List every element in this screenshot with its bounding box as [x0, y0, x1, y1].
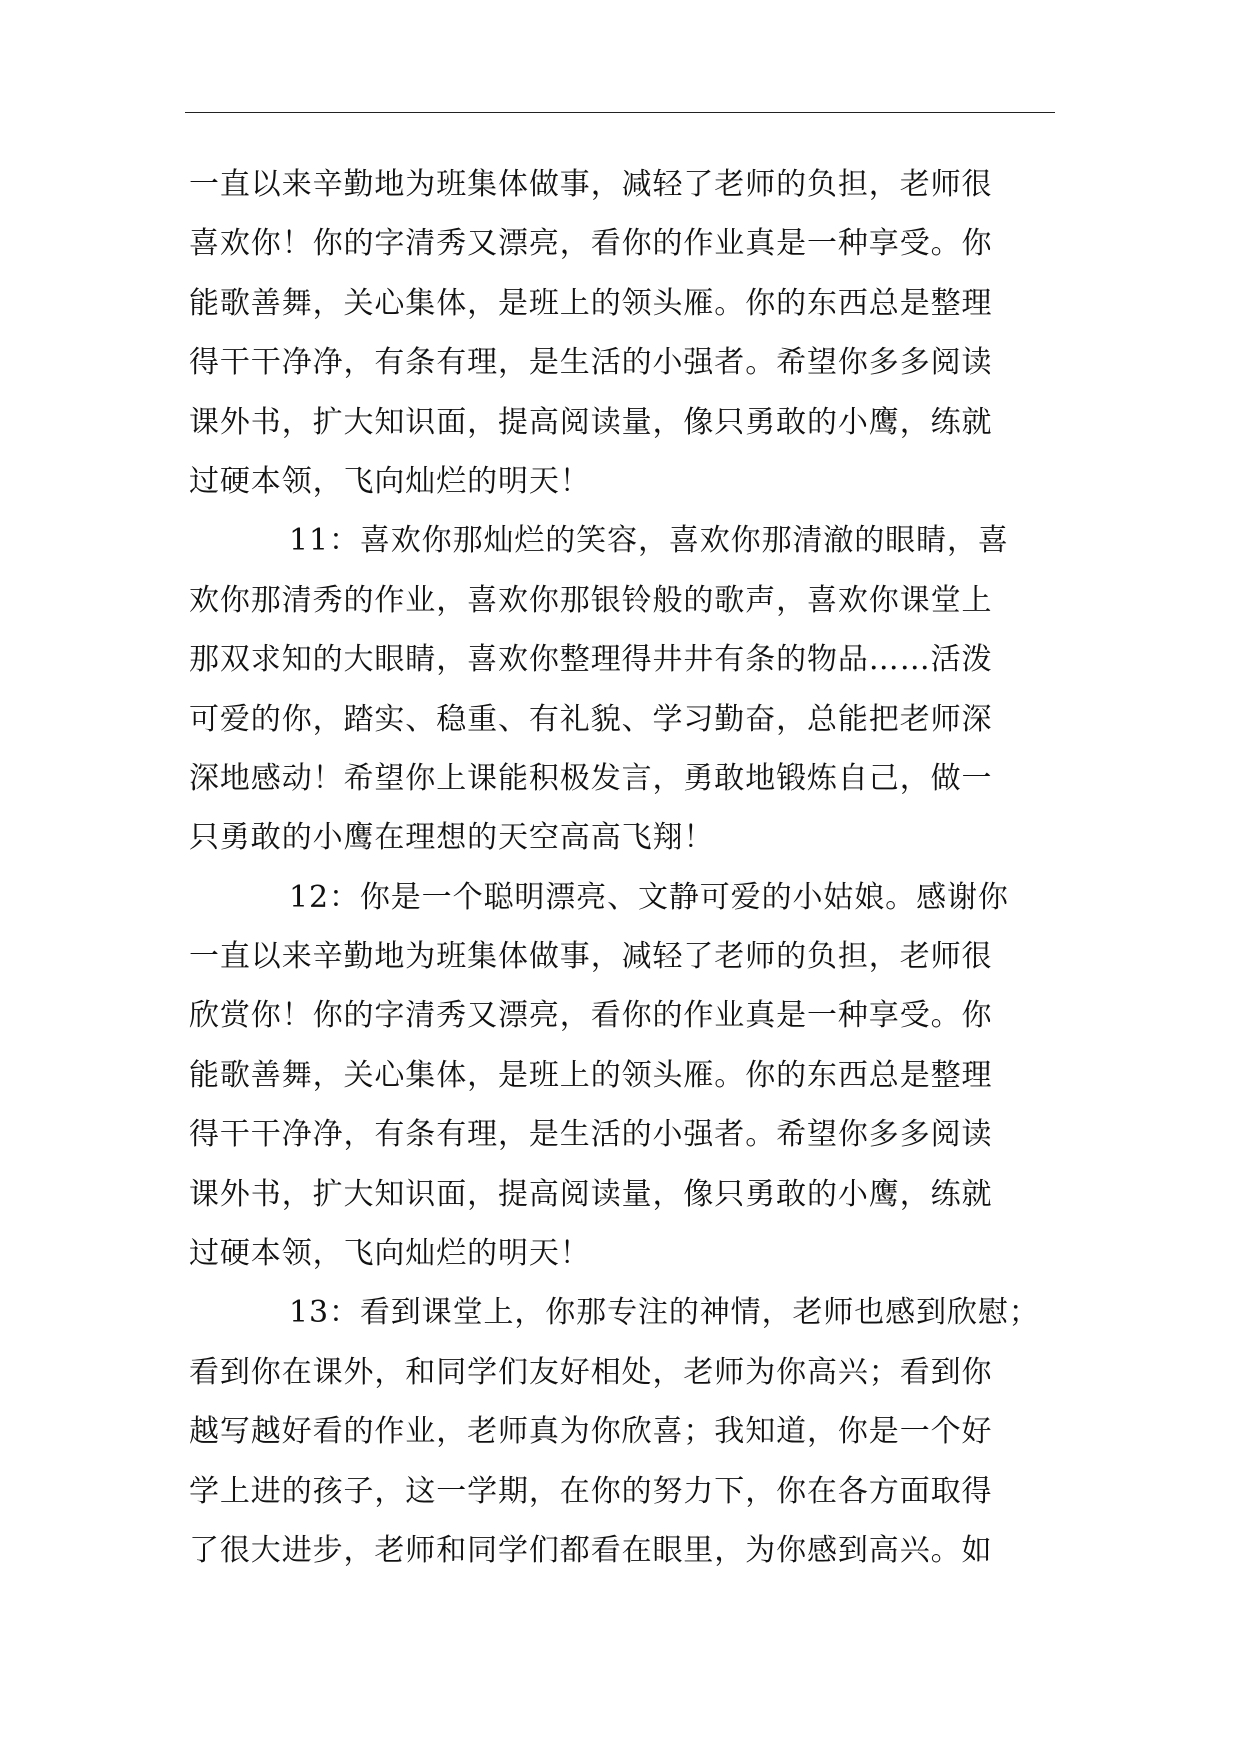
paragraph-first-line: 11：喜欢你那灿烂的笑容，喜欢你那清澈的眼睛，喜 — [289, 523, 1009, 559]
text-line: 越写越好看的作业，老师真为你欣喜；我知道，你是一个好 — [189, 1414, 993, 1450]
text-line: 一直以来辛勤地为班集体做事，减轻了老师的负担，老师很 — [189, 167, 993, 202]
text-line: 欢你那清秀的作业，喜欢你那银铃般的歌声，喜欢你课堂上 — [189, 582, 993, 618]
text-line: 欣赏你！你的字清秀又漂亮，看你的作业真是一种享受。你 — [189, 998, 993, 1034]
paragraph-first-line: 13：看到课堂上，你那专注的神情，老师也感到欣慰； — [289, 1295, 1040, 1331]
text-line: 了很大进步，老师和同学们都看在眼里，为你感到高兴。如 — [189, 1532, 993, 1568]
text-line: 能歌善舞，关心集体，是班上的领头雁。你的东西总是整理 — [189, 1057, 993, 1093]
text-line: 可爱的你，踏实、稳重、有礼貌、学习勤奋，总能把老师深 — [189, 701, 993, 737]
header-rule — [185, 112, 1055, 113]
text-line: 学上进的孩子，这一学期，在你的努力下，你在各方面取得 — [189, 1473, 993, 1509]
page-body — [189, 155, 1059, 1580]
text-line: 能歌善舞，关心集体，是班上的领头雁。你的东西总是整理 — [189, 285, 993, 321]
text-line: 看到你在课外，和同学们友好相处，老师为你高兴；看到你 — [189, 1354, 993, 1390]
text-line: 深地感动！希望你上课能积极发言，勇敢地锻炼自己，做一 — [189, 760, 993, 796]
text-line: 过硬本领，飞向灿烂的明天！ — [189, 1236, 591, 1272]
text-line: 过硬本领，飞向灿烂的明天！ — [189, 463, 591, 499]
text-line: 只勇敢的小鹰在理想的天空高高飞翔！ — [189, 820, 715, 856]
text-line: 那双求知的大眼睛，喜欢你整理得井井有条的物品……活泼 — [189, 642, 993, 678]
text-line: 喜欢你！你的字清秀又漂亮，看你的作业真是一种享受。你 — [189, 226, 993, 262]
text-line: 一直以来辛勤地为班集体做事，减轻了老师的负担，老师很 — [189, 939, 993, 975]
text-line: 得干干净净，有条有理，是生活的小强者。希望你多多阅读 — [189, 345, 993, 381]
text-line: 得干干净净，有条有理，是生活的小强者。希望你多多阅读 — [189, 1117, 993, 1153]
text-line: 课外书，扩大知识面，提高阅读量，像只勇敢的小鹰，练就 — [189, 404, 993, 440]
text-line: 课外书，扩大知识面，提高阅读量，像只勇敢的小鹰，练就 — [189, 1176, 993, 1212]
paragraph-first-line: 12：你是一个聪明漂亮、文静可爱的小姑娘。感谢你 — [289, 879, 1009, 915]
